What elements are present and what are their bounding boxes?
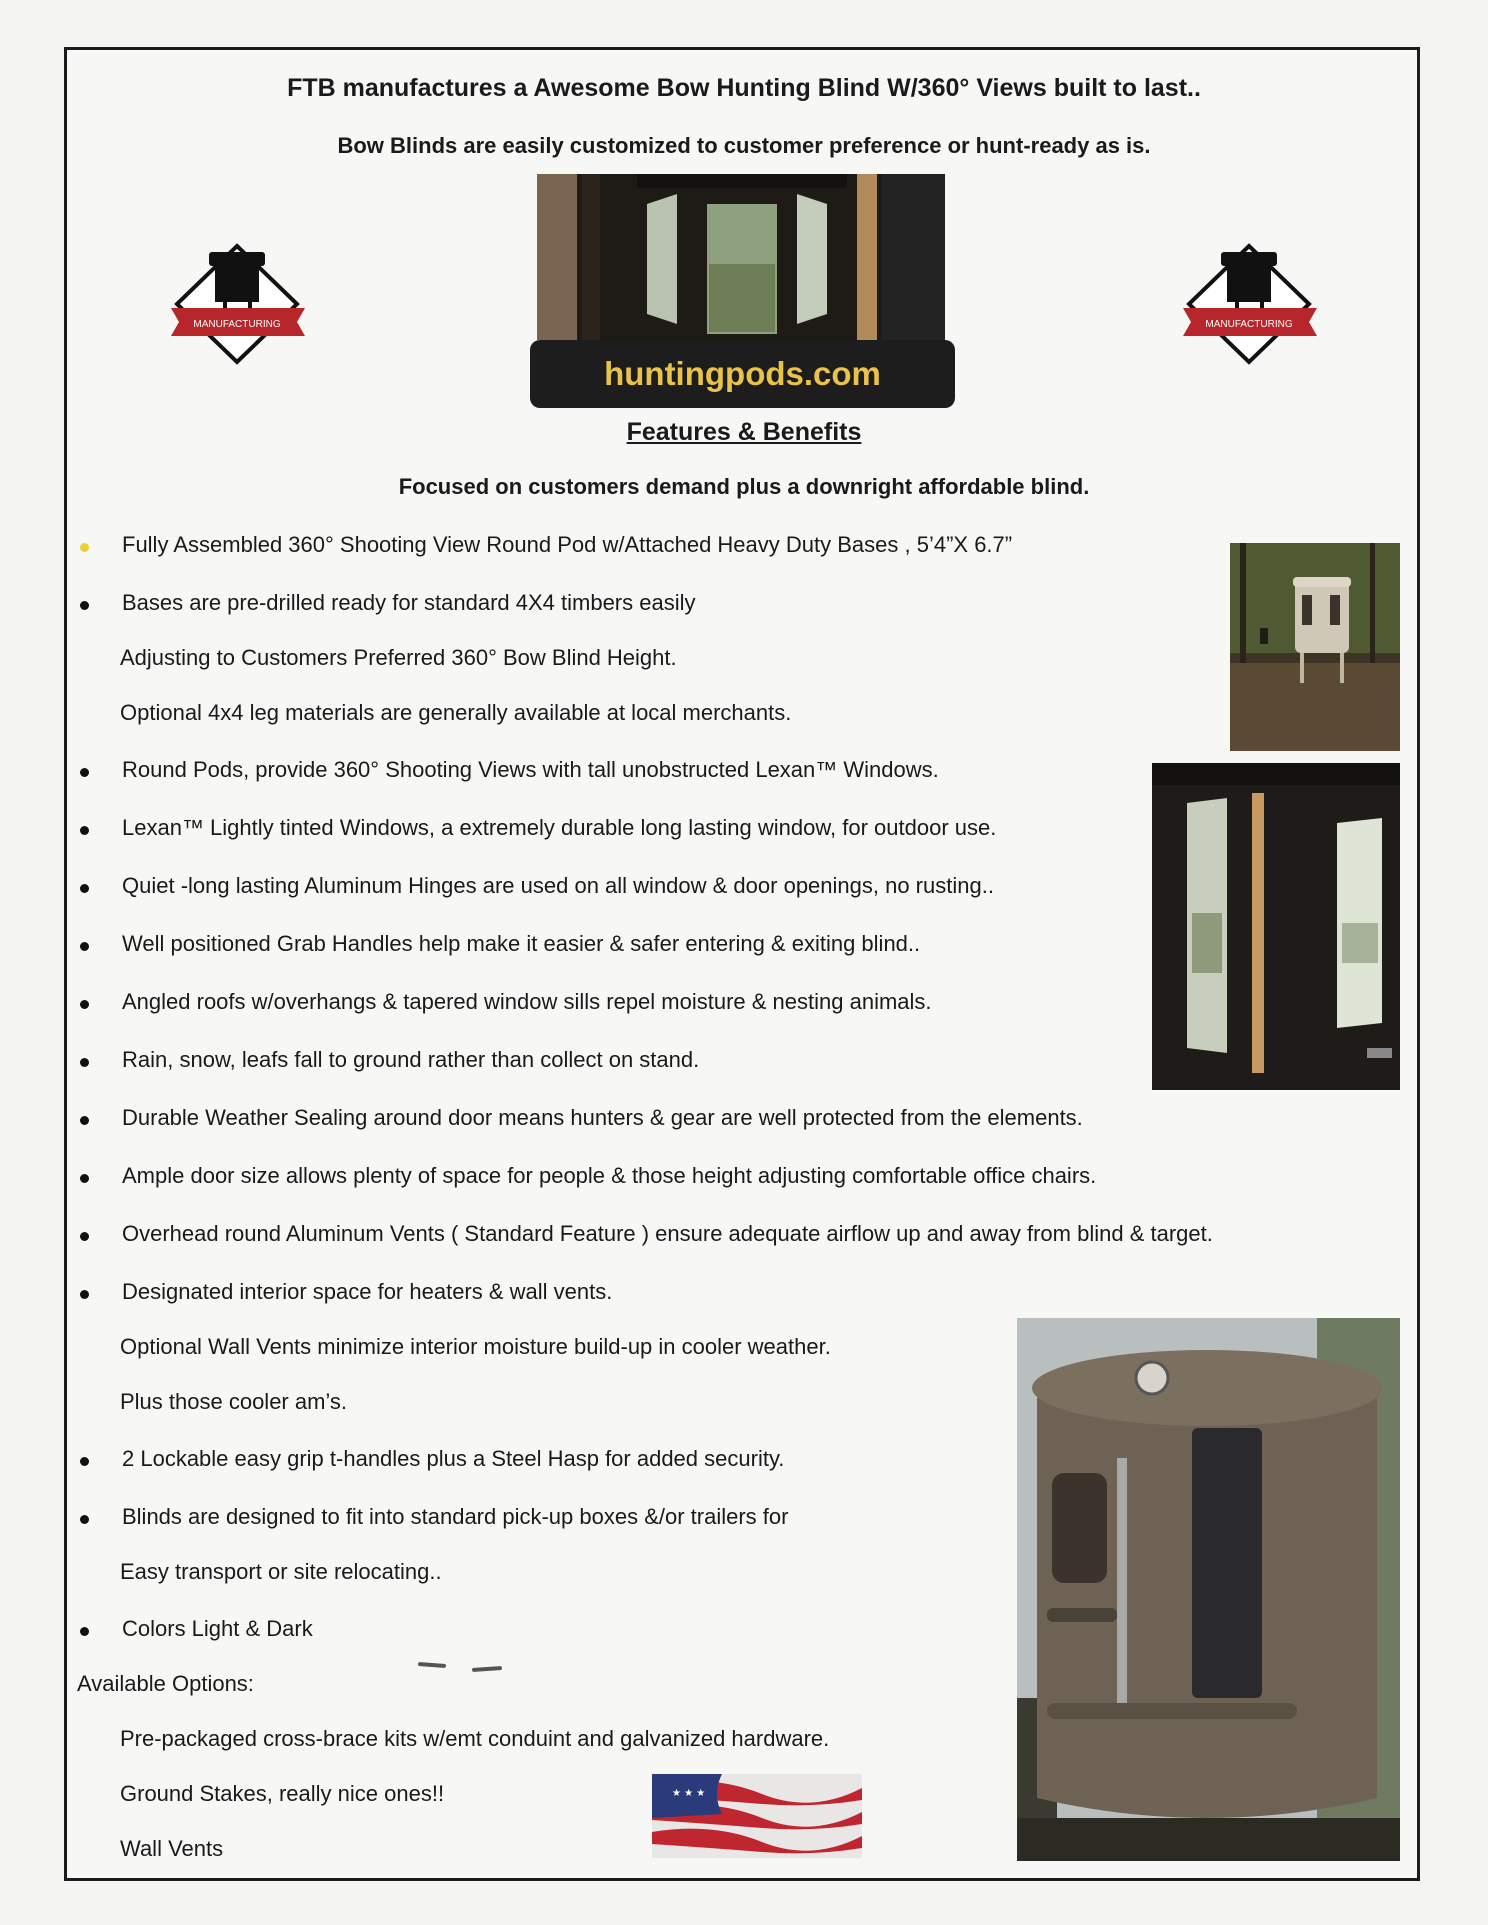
option-item: Pre-packaged cross-brace kits w/emt conduint and galvanized hardware.	[120, 1726, 830, 1751]
feature-line: Easy transport or site relocating..	[120, 1559, 442, 1584]
feature-line: Angled roofs w/overhangs & tapered window sills repel moisture & nesting animals.	[122, 989, 932, 1014]
bullet	[80, 1000, 89, 1009]
feature-line: Plus those cooler am’s.	[120, 1389, 348, 1414]
ftb-logo-left	[165, 238, 310, 368]
bullet	[80, 942, 89, 951]
bullet	[80, 1232, 89, 1241]
feature-line: Designated interior space for heaters & wall vents.	[122, 1279, 613, 1304]
bullet	[80, 1457, 89, 1466]
feature-line: Adjusting to Customers Preferred 360° Bow Blind Height.	[120, 645, 677, 670]
feature-line: Durable Weather Sealing around door means hunters & gear are well protected from the elements.	[122, 1105, 1083, 1130]
feature-line: Overhead round Aluminum Vents ( Standard Feature ) ensure adequate airflow up and away from blind & target.	[122, 1221, 1213, 1246]
svg-text:MANUFACTURING: MANUFACTURING	[1205, 319, 1293, 330]
feature-line: Optional Wall Vents minimize interior moisture build-up in cooler weather.	[120, 1334, 831, 1359]
feature-line: Ample door size allows plenty of space for people & those height adjusting comfortable office chairs.	[122, 1163, 1097, 1188]
bullet	[80, 1515, 89, 1524]
options-heading: Available Options:	[77, 1671, 254, 1696]
feature-line: Blinds are designed to fit into standard pick-up boxes &/or trailers for	[122, 1504, 789, 1529]
blind-exterior-photo	[1017, 1318, 1400, 1861]
window-interior-photo	[1152, 763, 1400, 1090]
feature-line: Well positioned Grab Handles help make it easier & safer entering & exiting blind..	[122, 931, 921, 956]
option-item: Wall Vents	[120, 1836, 224, 1861]
feature-line: Fully Assembled 360° Shooting View Round Pod w/Attached Heavy Duty Bases , 5’4”X 6.7”	[122, 532, 1013, 557]
bullet	[80, 884, 89, 893]
blind-on-legs-photo	[1230, 543, 1400, 751]
svg-text:★ ★ ★: ★ ★ ★	[672, 1788, 706, 1799]
bullet	[80, 1290, 89, 1299]
feature-line: Quiet -long lasting Aluminum Hinges are used on all window & door openings, no rusting..	[122, 873, 994, 898]
page-subtitle: Bow Blinds are easily customized to customer preference or hunt-ready as is.	[337, 133, 1151, 158]
option-item: Ground Stakes, really nice ones!!	[120, 1781, 445, 1806]
features-tagline: Focused on customers demand plus a downright affordable blind.	[398, 474, 1090, 499]
bullet	[80, 1627, 89, 1636]
feature-line: Colors Light & Dark	[122, 1616, 313, 1641]
bullet	[80, 826, 89, 835]
american-flag-image	[652, 1774, 862, 1858]
feature-line: Round Pods, provide 360° Shooting Views with tall unobstructed Lexan™ Windows.	[122, 757, 939, 782]
website-banner[interactable]: huntingpods.com	[530, 340, 955, 408]
hero-interior-image	[537, 174, 945, 340]
svg-text:MANUFACTURING: MANUFACTURING	[193, 319, 281, 330]
bullet	[80, 1116, 89, 1125]
ftb-logo-right	[1177, 238, 1322, 368]
bullet	[80, 601, 89, 610]
feature-line: Lexan™ Lightly tinted Windows, a extremely durable long lasting window, for outdoor use.	[122, 815, 997, 840]
bullet	[80, 543, 89, 552]
features-title: Features & Benefits	[626, 418, 862, 446]
feature-line: Rain, snow, leafs fall to ground rather than collect on stand.	[122, 1047, 700, 1072]
feature-line: Optional 4x4 leg materials are generally available at local merchants.	[120, 700, 792, 725]
bullet	[80, 1174, 89, 1183]
page-title: FTB manufactures a Awesome Bow Hunting Blind W/360° Views built to last..	[287, 74, 1201, 102]
bullet	[80, 768, 89, 777]
bullet	[80, 1058, 89, 1067]
feature-line: Bases are pre-drilled ready for standard 4X4 timbers easily	[122, 590, 696, 615]
feature-line: 2 Lockable easy grip t-handles plus a Steel Hasp for added security.	[122, 1446, 785, 1471]
